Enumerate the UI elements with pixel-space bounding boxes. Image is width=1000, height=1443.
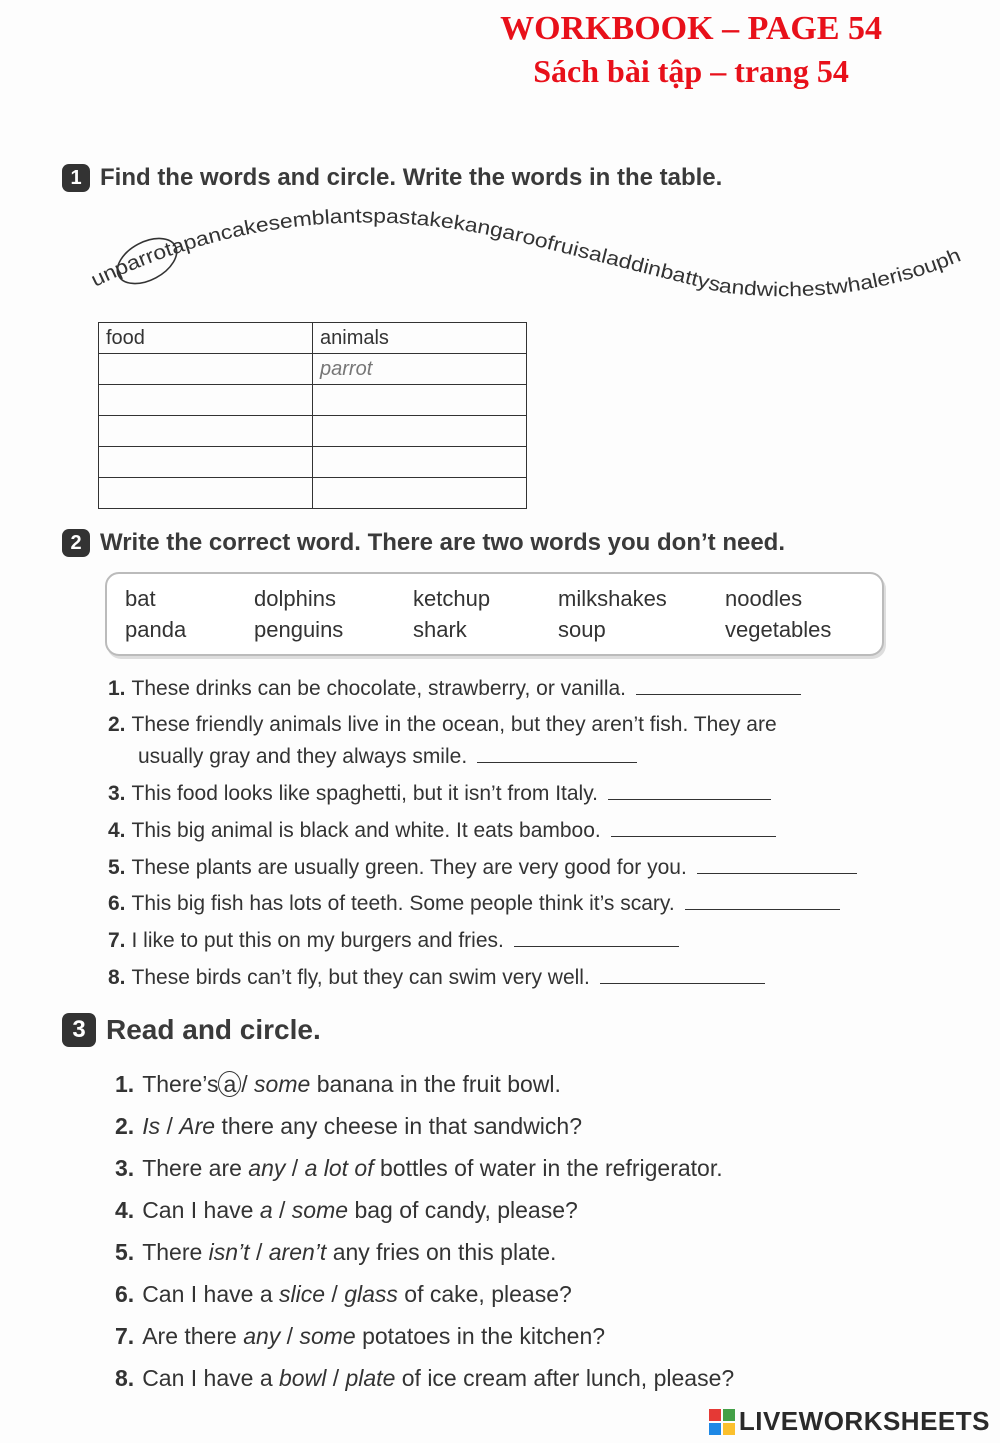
question-item [108, 855, 857, 880]
question-item [108, 713, 777, 737]
question-number: 6. [108, 892, 126, 915]
letter-string-path: unparrotapancakesemblantspastakekangaroofruisaladdinbattysandwichestwhalerisouph [87, 205, 963, 302]
item-number: 2. [115, 1113, 135, 1139]
item-number: 8. [115, 1365, 135, 1391]
question-text: usually gray and they always smile. [138, 745, 468, 768]
word-bank [105, 572, 884, 656]
question-text: These birds can’t fly, but they can swim very well. [131, 966, 590, 989]
option-separator: / [241, 1071, 248, 1097]
answer-blank[interactable] [514, 928, 679, 947]
option-separator: / [166, 1113, 173, 1139]
option-a[interactable]: any [248, 1155, 286, 1181]
question-item [108, 676, 801, 701]
circle-item [115, 1281, 572, 1308]
food-cell[interactable] [99, 478, 313, 509]
question-item [108, 965, 765, 990]
table-row [99, 447, 527, 478]
option-a[interactable]: a [259, 1197, 273, 1223]
section-number-badge: 2 [62, 529, 90, 557]
option-b[interactable]: some [299, 1323, 356, 1349]
option-separator: / [291, 1155, 299, 1181]
option-b[interactable]: some [291, 1197, 349, 1223]
answer-blank[interactable] [600, 965, 765, 984]
section-1-title: Find the words and circle. Write the words in the table. [100, 164, 723, 191]
word-bank-item: shark [413, 617, 467, 642]
option-a[interactable]: any [243, 1323, 281, 1349]
question-text: I like to put this on my burgers and fries. [131, 929, 504, 952]
item-pre-text: Can I have [142, 1197, 254, 1223]
question-item [108, 891, 840, 916]
section-3-title: Read and circle. [106, 1014, 321, 1045]
food-cell[interactable] [99, 385, 313, 416]
section-2-heading [62, 529, 785, 557]
item-post-text: of ice cream after lunch, please? [401, 1365, 735, 1391]
table-row [99, 416, 527, 447]
word-bank-item: penguins [254, 617, 344, 642]
answer-blank[interactable] [477, 744, 637, 763]
question-text: This food looks like spaghetti, but it isn’t from Italy. [131, 782, 598, 805]
answer-blank[interactable] [611, 818, 776, 837]
option-separator: / [279, 1197, 286, 1223]
food-cell[interactable] [99, 354, 313, 385]
item-number: 1. [115, 1071, 135, 1097]
word-search-strip [80, 192, 985, 302]
question-number: 1. [108, 677, 126, 700]
question-text: These friendly animals live in the ocean, but they aren’t fish. They are [131, 713, 777, 736]
question-item-continued [138, 744, 637, 769]
question-item [108, 818, 776, 843]
word-bank-item: vegetables [725, 617, 832, 642]
question-item [108, 928, 679, 953]
option-a[interactable]: isn’t [208, 1239, 250, 1265]
item-post-text: any fries on this plate. [332, 1239, 557, 1265]
option-separator: / [332, 1365, 340, 1391]
word-bank-item: bat [125, 586, 156, 611]
item-post-text: bag of candy, please? [354, 1197, 578, 1223]
question-text: These plants are usually green. They are very good for you. [131, 856, 687, 879]
table-header-food: food [99, 323, 313, 354]
question-text: This big fish has lots of teeth. Some people think it’s scary. [131, 892, 675, 915]
table-row [99, 478, 527, 509]
liveworksheets-logo[interactable] [709, 1406, 990, 1437]
answer-blank[interactable] [697, 855, 857, 874]
item-post-text: banana in the fruit bowl. [316, 1071, 561, 1097]
circle-item [115, 1071, 561, 1098]
option-separator: / [286, 1323, 294, 1349]
option-b[interactable]: a lot of [304, 1155, 374, 1181]
option-separator: / [331, 1281, 338, 1307]
animal-cell[interactable] [313, 478, 527, 509]
question-text: This big animal is black and white. It eats bamboo. [131, 819, 601, 842]
option-b[interactable]: glass [344, 1281, 398, 1307]
answer-blank[interactable] [636, 676, 801, 695]
animal-cell-example: parrot [313, 354, 527, 385]
page-header [500, 8, 882, 92]
word-bank-item: dolphins [254, 586, 336, 611]
option-b[interactable]: Are [179, 1113, 216, 1139]
word-bank-item: soup [558, 617, 606, 642]
question-number: 7. [108, 929, 126, 952]
option-separator: / [255, 1239, 263, 1265]
item-number: 7. [115, 1323, 135, 1349]
circle-item [115, 1365, 734, 1392]
item-pre-text: Are there [142, 1323, 237, 1349]
circle-item [115, 1113, 582, 1140]
section-2-title: Write the correct word. There are two words you don’t need. [100, 529, 785, 556]
item-pre-text: There are [142, 1155, 242, 1181]
brand-name: LIVEWORKSHEETS [738, 1406, 990, 1436]
item-post-text: potatoes in the kitchen? [362, 1323, 606, 1349]
item-pre-text: There’s [142, 1071, 219, 1097]
word-table [98, 322, 527, 509]
table-header-animals: animals [313, 323, 527, 354]
word-bank-item: panda [125, 617, 187, 642]
option-b[interactable]: some [254, 1071, 311, 1097]
question-item [108, 781, 771, 806]
section-number-badge: 3 [62, 1013, 96, 1047]
liveworksheets-icon [709, 1409, 735, 1435]
animal-cell[interactable] [313, 385, 527, 416]
question-number: 4. [108, 819, 126, 842]
letter-string[interactable] [88, 205, 964, 301]
circle-item [115, 1323, 605, 1350]
item-pre-text: Can I have a [142, 1281, 273, 1307]
option-b[interactable]: plate [345, 1365, 396, 1391]
circle-item [115, 1197, 578, 1224]
option-a-circled[interactable]: a [218, 1071, 241, 1097]
option-b[interactable]: aren’t [268, 1239, 327, 1265]
option-a[interactable]: Is [142, 1113, 161, 1139]
option-a[interactable]: bowl [279, 1365, 327, 1391]
question-number: 2. [108, 713, 126, 736]
section-number-badge: 1 [62, 164, 90, 192]
title-vietnamese: Sách bài tập – trang 54 [533, 53, 849, 89]
question-number: 5. [108, 856, 126, 879]
animal-cell[interactable] [313, 447, 527, 478]
question-number: 8. [108, 966, 126, 989]
question-text: These drinks can be chocolate, strawberry, or vanilla. [131, 677, 627, 700]
item-pre-text: There [142, 1239, 203, 1265]
item-pre-text: Can I have a [142, 1365, 273, 1391]
answer-blank[interactable] [685, 891, 840, 910]
circle-item [115, 1239, 556, 1266]
animal-cell[interactable] [313, 416, 527, 447]
food-cell[interactable] [99, 416, 313, 447]
item-number: 6. [115, 1281, 135, 1307]
word-bank-item: ketchup [413, 586, 491, 611]
item-number: 4. [115, 1197, 135, 1223]
word-bank-item: noodles [725, 586, 803, 611]
item-post-text: of cake, please? [404, 1281, 572, 1307]
table-row [99, 354, 527, 385]
title-english: WORKBOOK – PAGE 54 [500, 10, 882, 47]
item-number: 3. [115, 1155, 135, 1181]
section-1-heading [62, 164, 722, 192]
item-post-text: bottles of water in the refrigerator. [380, 1155, 723, 1181]
circle-item [115, 1155, 723, 1182]
answer-blank[interactable] [608, 781, 771, 800]
table-row [99, 385, 527, 416]
option-a[interactable]: slice [279, 1281, 326, 1307]
item-post-text: there any cheese in that sandwich? [221, 1113, 583, 1139]
food-cell[interactable] [99, 447, 313, 478]
item-number: 5. [115, 1239, 135, 1265]
section-3-heading [62, 1013, 321, 1047]
word-bank-item: milkshakes [558, 586, 667, 611]
question-number: 3. [108, 782, 126, 805]
